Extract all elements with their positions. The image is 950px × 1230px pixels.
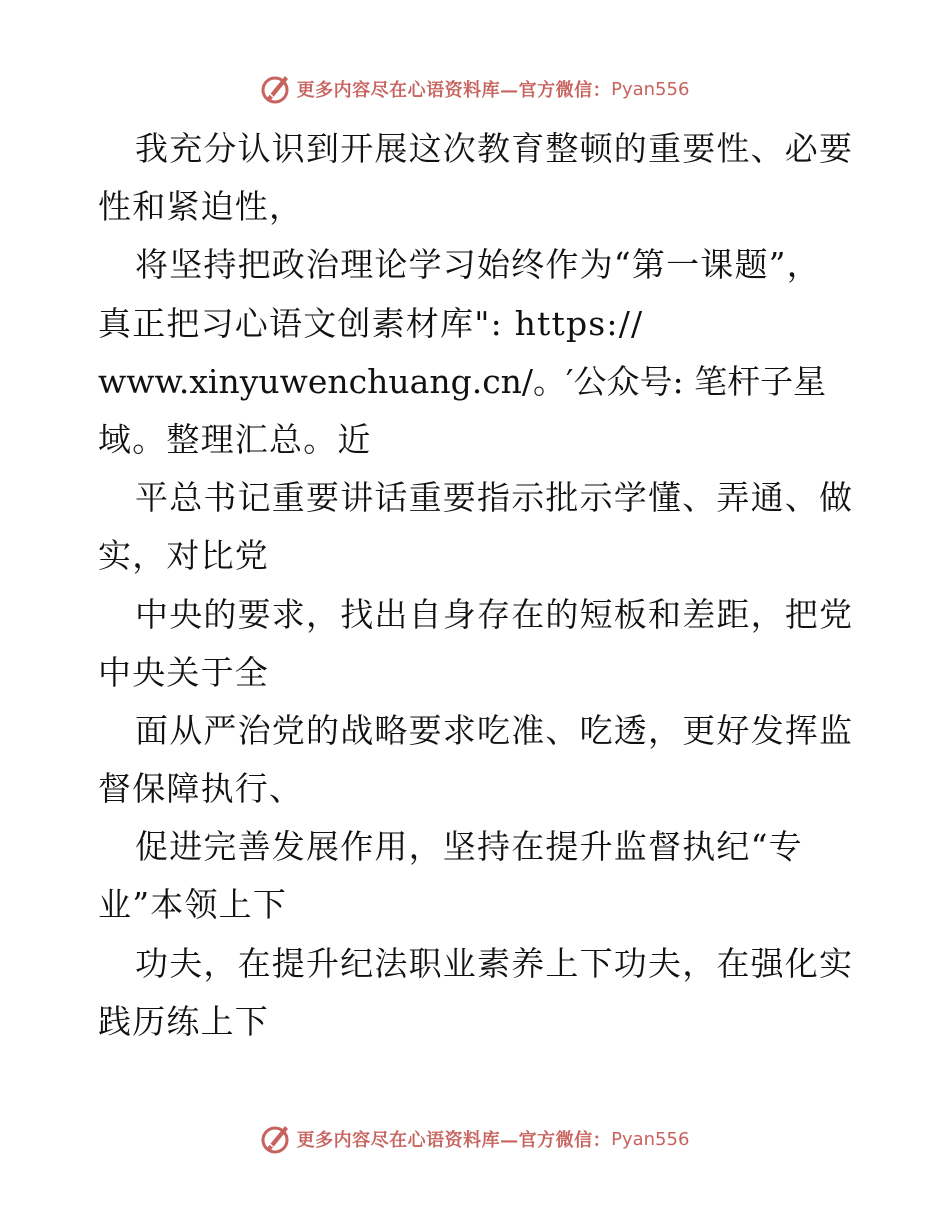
body-line: 功夫，在提升纪法职业素养上下功夫，在强化实 — [135, 943, 854, 983]
body-line: 性和紧迫性， — [98, 187, 304, 227]
body-line: 真正把习心语文创素材库": https:// — [98, 303, 644, 343]
body-line: 平总书记重要讲话重要指示批示学懂、弄通、做 — [135, 478, 854, 518]
body-line: 践历练上下 — [98, 1001, 269, 1041]
body-line: 面从严治党的战略要求吃准、吃透，更好发挥监 — [135, 710, 854, 750]
header-watermark — [0, 72, 950, 106]
header-watermark-id: Pyan556 — [611, 78, 690, 100]
body-line: 业”本领上下 — [98, 885, 288, 925]
footer-watermark-text: 更多内容尽在心语资料库—官方微信： — [296, 1130, 612, 1151]
footer-watermark — [0, 1122, 950, 1156]
quill-logo-icon — [261, 72, 291, 106]
footer-watermark-id: Pyan556 — [611, 1128, 690, 1150]
document-body — [98, 120, 858, 1051]
quill-logo-icon — [261, 1122, 291, 1156]
body-line: 中央的要求，找出自身存在的短板和差距，把党 — [135, 594, 854, 634]
body-line: 督保障执行、 — [98, 769, 304, 809]
body-line: www.xinyuwenchuang.cn/。′公众号: 笔杆子星 — [98, 361, 827, 401]
body-line: 促进完善发展作用，坚持在提升监督执纪“专 — [135, 827, 803, 867]
body-line: 将坚持把政治理论学习始终作为“第一课题”， — [135, 245, 821, 285]
header-watermark-text: 更多内容尽在心语资料库—官方微信： — [296, 80, 612, 101]
body-line: 域。整理汇总。近 — [98, 419, 372, 459]
body-line: 实，对比党 — [98, 536, 269, 576]
body-line: 我充分认识到开展这次教育整顿的重要性、必要 — [135, 129, 854, 168]
body-line: 中央关于全 — [98, 652, 269, 692]
